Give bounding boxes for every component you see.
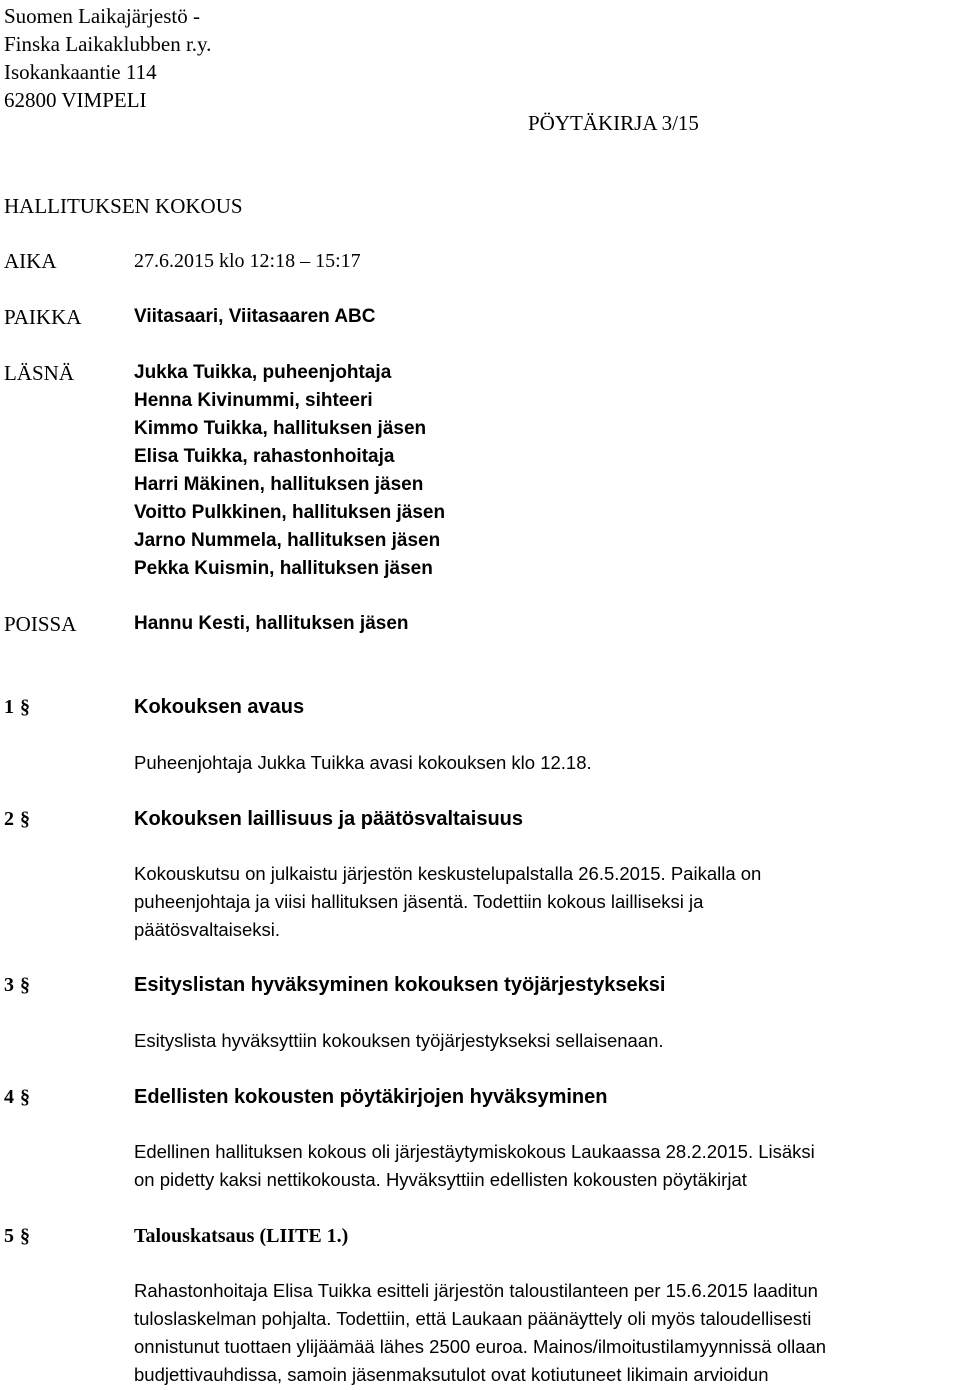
section-title: Esityslistan hyväksyminen kokouksen työjärjestykseksi (134, 974, 666, 996)
section-title: Talouskatsaus (LIITE 1.) (134, 1225, 349, 1247)
section-body (134, 1277, 956, 1389)
section-number: 4 (4, 1086, 14, 1108)
document-title: PÖYTÄKIRJA 3/15 (528, 111, 699, 135)
org-name-line-1: Suomen Laikajärjestö - (4, 4, 200, 28)
section-body (134, 860, 956, 944)
section-number: 5 (4, 1225, 14, 1247)
section-title: Kokouksen laillisuus ja päätösvaltaisuus (134, 808, 524, 830)
section-body-line: on pidetty kaksi nettikokousta. Hyväksyttiin edellisten kokousten pöytäkirjat (134, 1169, 747, 1190)
section-body-line: budjettivauhdissa, samoin jäsenmaksutulot ovat kotiutuneet likimain arvioidun (134, 1364, 769, 1385)
section-number: 3 (4, 974, 14, 996)
section-body-line: tuloslaskelman pohjalta. Todettiin, että Laukaan päänäyttely oli myös taloudellisesti (134, 1308, 812, 1329)
section-title: Edellisten kokousten pöytäkirjojen hyväksyminen (134, 1086, 608, 1108)
present-member: Henna Kivinummi, sihteeri (134, 390, 373, 411)
section-mark: § (20, 696, 30, 718)
section-number: 1 (4, 696, 14, 718)
present-member: Kimmo Tuikka, hallituksen jäsen (134, 418, 427, 439)
section-body-line: päätösvaltaiseksi. (134, 919, 281, 940)
place-value: Viitasaari, Viitasaaren ABC (134, 306, 376, 327)
section-mark: § (20, 1086, 30, 1108)
section-body-line: Kokouskutsu on julkaistu järjestön keskustelupalstalla 26.5.2015. Paikalla on (134, 863, 762, 884)
present-label: LÄSNÄ (4, 361, 75, 385)
section-mark: § (20, 1225, 30, 1247)
absent-member: Hannu Kesti, hallituksen jäsen (134, 613, 409, 634)
section-body-line: Puheenjohtaja Jukka Tuikka avasi kokouksen klo 12.18. (134, 752, 592, 773)
org-address-city: 62800 VIMPELI (4, 88, 147, 112)
place-label: PAIKKA (4, 305, 82, 329)
section-body (134, 749, 956, 777)
absent-label: POISSA (4, 612, 77, 636)
present-member: Elisa Tuikka, rahastonhoitaja (134, 446, 395, 467)
section-body-line: Esityslista hyväksyttiin kokouksen työjärjestykseksi sellaisenaan. (134, 1030, 664, 1051)
section-body (134, 1027, 956, 1055)
section-body-line: Rahastonhoitaja Elisa Tuikka esitteli järjestön taloustilanteen per 15.6.2015 laaditun (134, 1280, 818, 1301)
org-address-street: Isokankaantie 114 (4, 60, 157, 84)
section-body-line: Edellinen hallituksen kokous oli järjestäytymiskokous Laukaassa 28.2.2015. Lisäksi (134, 1141, 815, 1162)
org-name-line-2: Finska Laikaklubben r.y. (4, 32, 212, 56)
present-member: Voitto Pulkkinen, hallituksen jäsen (134, 502, 446, 523)
section-mark: § (20, 974, 30, 996)
section-number: 2 (4, 808, 14, 830)
section-body-line: puheenjohtaja ja viisi hallituksen jäsentä. Todettiin kokous lailliseksi ja (134, 891, 704, 912)
meeting-title: HALLITUKSEN KOKOUS (4, 194, 243, 218)
present-member: Jarno Nummela, hallituksen jäsen (134, 530, 441, 551)
present-member: Jukka Tuikka, puheenjohtaja (134, 362, 392, 383)
time-value: 27.6.2015 klo 12:18 – 15:17 (134, 250, 361, 272)
present-member: Pekka Kuismin, hallituksen jäsen (134, 558, 433, 579)
section-mark: § (20, 808, 30, 830)
section-body-line: onnistunut tuottaen ylijäämää lähes 2500 euroa. Mainos/ilmoitustilamyynnissä ollaan (134, 1336, 827, 1357)
present-member: Harri Mäkinen, hallituksen jäsen (134, 474, 424, 495)
section-title: Kokouksen avaus (134, 696, 305, 718)
section-body (134, 1138, 956, 1194)
time-label: AIKA (4, 249, 57, 273)
